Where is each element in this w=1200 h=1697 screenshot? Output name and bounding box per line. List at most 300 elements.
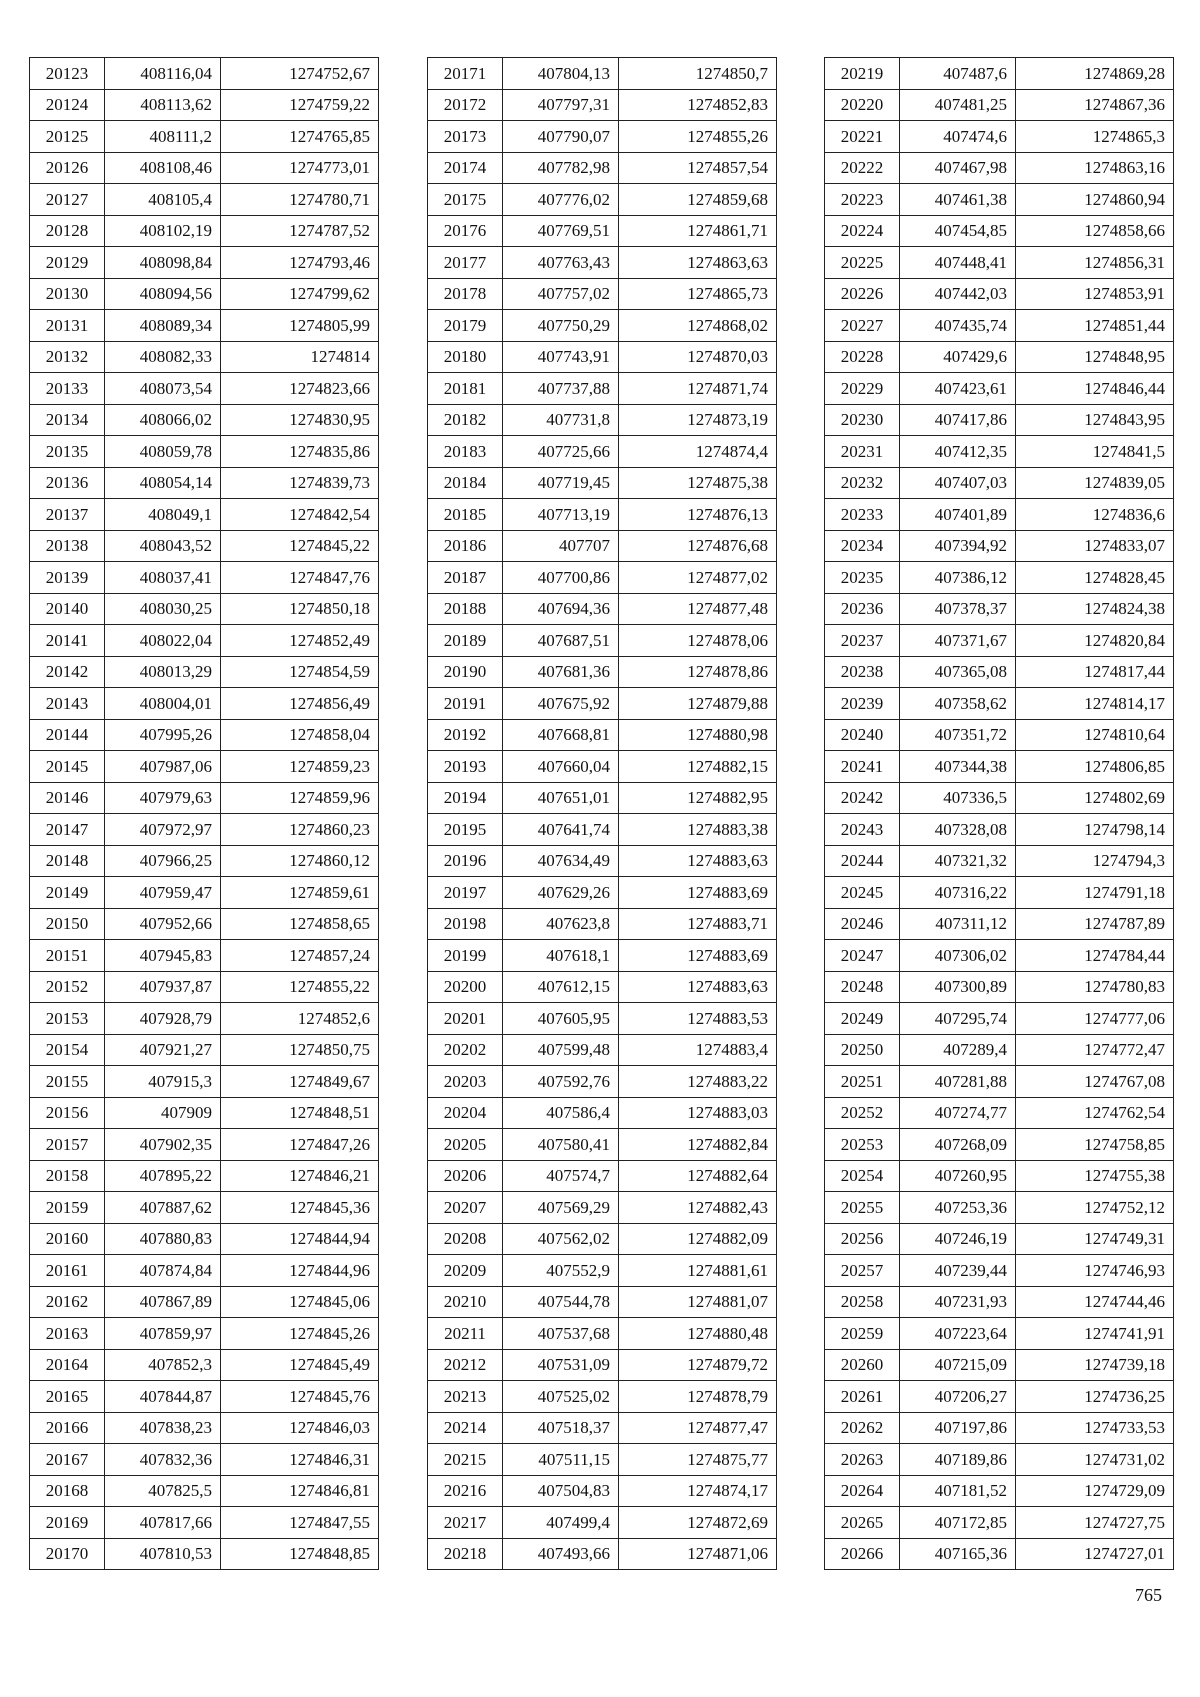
table-row xyxy=(825,719,1174,751)
y-coordinate-cell: 1274857,54 xyxy=(619,152,777,184)
y-coordinate-cell: 1274787,89 xyxy=(1016,908,1174,940)
table-row xyxy=(825,1160,1174,1192)
x-coordinate-cell: 407902,35 xyxy=(105,1129,221,1161)
table-row xyxy=(428,1444,777,1476)
table-row xyxy=(428,751,777,783)
table-row xyxy=(30,782,379,814)
table-row xyxy=(825,656,1174,688)
y-coordinate-cell: 1274880,98 xyxy=(619,719,777,751)
y-coordinate-cell: 1274878,86 xyxy=(619,656,777,688)
table-row xyxy=(428,373,777,405)
x-coordinate-cell: 408094,56 xyxy=(105,278,221,310)
point-id-cell: 20130 xyxy=(30,278,105,310)
point-id-cell: 20177 xyxy=(428,247,503,279)
y-coordinate-cell: 1274765,85 xyxy=(221,121,379,153)
y-coordinate-cell: 1274799,62 xyxy=(221,278,379,310)
x-coordinate-cell: 407531,09 xyxy=(503,1349,619,1381)
table-row xyxy=(428,814,777,846)
x-coordinate-cell: 407867,89 xyxy=(105,1286,221,1318)
table-row xyxy=(428,940,777,972)
y-coordinate-cell: 1274780,71 xyxy=(221,184,379,216)
x-coordinate-cell: 407197,86 xyxy=(900,1412,1016,1444)
table-row xyxy=(428,1318,777,1350)
y-coordinate-cell: 1274877,02 xyxy=(619,562,777,594)
x-coordinate-cell: 407790,07 xyxy=(503,121,619,153)
x-coordinate-cell: 407423,61 xyxy=(900,373,1016,405)
point-id-cell: 20148 xyxy=(30,845,105,877)
table-row xyxy=(825,404,1174,436)
table-row xyxy=(825,89,1174,121)
table-row xyxy=(428,1475,777,1507)
point-id-cell: 20236 xyxy=(825,593,900,625)
point-id-cell: 20222 xyxy=(825,152,900,184)
y-coordinate-cell: 1274871,74 xyxy=(619,373,777,405)
x-coordinate-cell: 407750,29 xyxy=(503,310,619,342)
table-row xyxy=(825,1349,1174,1381)
x-coordinate-cell: 407454,85 xyxy=(900,215,1016,247)
x-coordinate-cell: 407580,41 xyxy=(503,1129,619,1161)
y-coordinate-cell: 1274883,71 xyxy=(619,908,777,940)
x-coordinate-cell: 407321,32 xyxy=(900,845,1016,877)
y-coordinate-cell: 1274839,05 xyxy=(1016,467,1174,499)
coordinates-table-1 xyxy=(29,57,379,1570)
table-row xyxy=(30,1034,379,1066)
y-coordinate-cell: 1274845,76 xyxy=(221,1381,379,1413)
x-coordinate-cell: 407895,22 xyxy=(105,1160,221,1192)
y-coordinate-cell: 1274871,06 xyxy=(619,1538,777,1570)
point-id-cell: 20223 xyxy=(825,184,900,216)
point-id-cell: 20246 xyxy=(825,908,900,940)
point-id-cell: 20193 xyxy=(428,751,503,783)
y-coordinate-cell: 1274870,03 xyxy=(619,341,777,373)
table-row xyxy=(30,1003,379,1035)
y-coordinate-cell: 1274805,99 xyxy=(221,310,379,342)
x-coordinate-cell: 407668,81 xyxy=(503,719,619,751)
point-id-cell: 20245 xyxy=(825,877,900,909)
x-coordinate-cell: 407442,03 xyxy=(900,278,1016,310)
point-id-cell: 20256 xyxy=(825,1223,900,1255)
table-row xyxy=(428,845,777,877)
y-coordinate-cell: 1274852,83 xyxy=(619,89,777,121)
x-coordinate-cell: 407417,86 xyxy=(900,404,1016,436)
table-row xyxy=(428,499,777,531)
point-id-cell: 20221 xyxy=(825,121,900,153)
y-coordinate-cell: 1274824,38 xyxy=(1016,593,1174,625)
point-id-cell: 20261 xyxy=(825,1381,900,1413)
y-coordinate-cell: 1274882,43 xyxy=(619,1192,777,1224)
point-id-cell: 20206 xyxy=(428,1160,503,1192)
point-id-cell: 20255 xyxy=(825,1192,900,1224)
y-coordinate-cell: 1274882,84 xyxy=(619,1129,777,1161)
y-coordinate-cell: 1274873,19 xyxy=(619,404,777,436)
table-row xyxy=(428,530,777,562)
table-row xyxy=(30,940,379,972)
table-row xyxy=(825,121,1174,153)
x-coordinate-cell: 407707 xyxy=(503,530,619,562)
x-coordinate-cell: 407660,04 xyxy=(503,751,619,783)
point-id-cell: 20146 xyxy=(30,782,105,814)
y-coordinate-cell: 1274845,49 xyxy=(221,1349,379,1381)
x-coordinate-cell: 407253,36 xyxy=(900,1192,1016,1224)
table-row xyxy=(428,782,777,814)
point-id-cell: 20127 xyxy=(30,184,105,216)
coordinates-table-2 xyxy=(427,57,777,1570)
table-row xyxy=(30,1507,379,1539)
x-coordinate-cell: 407719,45 xyxy=(503,467,619,499)
table-row xyxy=(30,89,379,121)
x-coordinate-cell: 407435,74 xyxy=(900,310,1016,342)
y-coordinate-cell: 1274758,85 xyxy=(1016,1129,1174,1161)
point-id-cell: 20171 xyxy=(428,58,503,90)
x-coordinate-cell: 407281,88 xyxy=(900,1066,1016,1098)
point-id-cell: 20147 xyxy=(30,814,105,846)
y-coordinate-cell: 1274846,31 xyxy=(221,1444,379,1476)
x-coordinate-cell: 407874,84 xyxy=(105,1255,221,1287)
x-coordinate-cell: 407537,68 xyxy=(503,1318,619,1350)
point-id-cell: 20217 xyxy=(428,1507,503,1539)
x-coordinate-cell: 407651,01 xyxy=(503,782,619,814)
table-row xyxy=(428,436,777,468)
point-id-cell: 20205 xyxy=(428,1129,503,1161)
point-id-cell: 20141 xyxy=(30,625,105,657)
point-id-cell: 20139 xyxy=(30,562,105,594)
table-row xyxy=(30,215,379,247)
point-id-cell: 20153 xyxy=(30,1003,105,1035)
x-coordinate-cell: 407713,19 xyxy=(503,499,619,531)
y-coordinate-cell: 1274860,23 xyxy=(221,814,379,846)
y-coordinate-cell: 1274881,61 xyxy=(619,1255,777,1287)
y-coordinate-cell: 1274869,28 xyxy=(1016,58,1174,90)
table-row xyxy=(30,1412,379,1444)
table-row xyxy=(825,1444,1174,1476)
y-coordinate-cell: 1274859,96 xyxy=(221,782,379,814)
table-row xyxy=(428,877,777,909)
x-coordinate-cell: 408049,1 xyxy=(105,499,221,531)
table-row xyxy=(30,184,379,216)
table-row xyxy=(428,593,777,625)
y-coordinate-cell: 1274853,91 xyxy=(1016,278,1174,310)
y-coordinate-cell: 1274777,06 xyxy=(1016,1003,1174,1035)
point-id-cell: 20160 xyxy=(30,1223,105,1255)
y-coordinate-cell: 1274814 xyxy=(221,341,379,373)
y-coordinate-cell: 1274850,7 xyxy=(619,58,777,90)
point-id-cell: 20237 xyxy=(825,625,900,657)
table-row xyxy=(825,247,1174,279)
y-coordinate-cell: 1274767,08 xyxy=(1016,1066,1174,1098)
point-id-cell: 20185 xyxy=(428,499,503,531)
table-row xyxy=(30,1349,379,1381)
point-id-cell: 20240 xyxy=(825,719,900,751)
y-coordinate-cell: 1274876,68 xyxy=(619,530,777,562)
y-coordinate-cell: 1274860,12 xyxy=(221,845,379,877)
x-coordinate-cell: 407675,92 xyxy=(503,688,619,720)
y-coordinate-cell: 1274759,22 xyxy=(221,89,379,121)
x-coordinate-cell: 407429,6 xyxy=(900,341,1016,373)
point-id-cell: 20173 xyxy=(428,121,503,153)
x-coordinate-cell: 407928,79 xyxy=(105,1003,221,1035)
y-coordinate-cell: 1274820,84 xyxy=(1016,625,1174,657)
table-row xyxy=(30,341,379,373)
x-coordinate-cell: 407311,12 xyxy=(900,908,1016,940)
point-id-cell: 20166 xyxy=(30,1412,105,1444)
table-row xyxy=(30,1097,379,1129)
table-row xyxy=(825,971,1174,1003)
point-id-cell: 20247 xyxy=(825,940,900,972)
y-coordinate-cell: 1274846,81 xyxy=(221,1475,379,1507)
y-coordinate-cell: 1274880,48 xyxy=(619,1318,777,1350)
table-row xyxy=(428,152,777,184)
table-row xyxy=(825,1255,1174,1287)
table-row xyxy=(825,1318,1174,1350)
y-coordinate-cell: 1274865,3 xyxy=(1016,121,1174,153)
point-id-cell: 20172 xyxy=(428,89,503,121)
y-coordinate-cell: 1274755,38 xyxy=(1016,1160,1174,1192)
point-id-cell: 20259 xyxy=(825,1318,900,1350)
table-row xyxy=(428,562,777,594)
table-row xyxy=(825,1192,1174,1224)
y-coordinate-cell: 1274773,01 xyxy=(221,152,379,184)
y-coordinate-cell: 1274861,71 xyxy=(619,215,777,247)
point-id-cell: 20158 xyxy=(30,1160,105,1192)
y-coordinate-cell: 1274883,63 xyxy=(619,971,777,1003)
table-row xyxy=(428,1066,777,1098)
y-coordinate-cell: 1274851,44 xyxy=(1016,310,1174,342)
point-id-cell: 20125 xyxy=(30,121,105,153)
table-row xyxy=(825,845,1174,877)
x-coordinate-cell: 408116,04 xyxy=(105,58,221,90)
table-row xyxy=(30,908,379,940)
point-id-cell: 20128 xyxy=(30,215,105,247)
x-coordinate-cell: 407887,62 xyxy=(105,1192,221,1224)
x-coordinate-cell: 407344,38 xyxy=(900,751,1016,783)
point-id-cell: 20203 xyxy=(428,1066,503,1098)
y-coordinate-cell: 1274847,26 xyxy=(221,1129,379,1161)
table-row xyxy=(428,1160,777,1192)
point-id-cell: 20124 xyxy=(30,89,105,121)
y-coordinate-cell: 1274794,3 xyxy=(1016,845,1174,877)
table-row xyxy=(30,58,379,90)
table-row xyxy=(825,625,1174,657)
y-coordinate-cell: 1274872,69 xyxy=(619,1507,777,1539)
point-id-cell: 20216 xyxy=(428,1475,503,1507)
point-id-cell: 20215 xyxy=(428,1444,503,1476)
point-id-cell: 20164 xyxy=(30,1349,105,1381)
x-coordinate-cell: 407972,97 xyxy=(105,814,221,846)
table-row xyxy=(825,1538,1174,1570)
x-coordinate-cell: 407172,85 xyxy=(900,1507,1016,1539)
y-coordinate-cell: 1274798,14 xyxy=(1016,814,1174,846)
x-coordinate-cell: 407757,02 xyxy=(503,278,619,310)
x-coordinate-cell: 407945,83 xyxy=(105,940,221,972)
x-coordinate-cell: 407246,19 xyxy=(900,1223,1016,1255)
table-row xyxy=(825,499,1174,531)
x-coordinate-cell: 407612,15 xyxy=(503,971,619,1003)
y-coordinate-cell: 1274878,79 xyxy=(619,1381,777,1413)
point-id-cell: 20132 xyxy=(30,341,105,373)
y-coordinate-cell: 1274741,91 xyxy=(1016,1318,1174,1350)
table-row xyxy=(30,845,379,877)
table-row xyxy=(30,751,379,783)
point-id-cell: 20232 xyxy=(825,467,900,499)
table-row xyxy=(30,310,379,342)
table-row xyxy=(428,1538,777,1570)
y-coordinate-cell: 1274883,69 xyxy=(619,940,777,972)
y-coordinate-cell: 1274842,54 xyxy=(221,499,379,531)
table-row xyxy=(825,1003,1174,1035)
x-coordinate-cell: 408108,46 xyxy=(105,152,221,184)
point-id-cell: 20230 xyxy=(825,404,900,436)
x-coordinate-cell: 407915,3 xyxy=(105,1066,221,1098)
x-coordinate-cell: 407586,4 xyxy=(503,1097,619,1129)
x-coordinate-cell: 407859,97 xyxy=(105,1318,221,1350)
y-coordinate-cell: 1274882,09 xyxy=(619,1223,777,1255)
point-id-cell: 20219 xyxy=(825,58,900,90)
point-id-cell: 20228 xyxy=(825,341,900,373)
y-coordinate-cell: 1274850,75 xyxy=(221,1034,379,1066)
point-id-cell: 20136 xyxy=(30,467,105,499)
point-id-cell: 20248 xyxy=(825,971,900,1003)
point-id-cell: 20143 xyxy=(30,688,105,720)
y-coordinate-cell: 1274847,55 xyxy=(221,1507,379,1539)
y-coordinate-cell: 1274772,47 xyxy=(1016,1034,1174,1066)
y-coordinate-cell: 1274839,73 xyxy=(221,467,379,499)
point-id-cell: 20178 xyxy=(428,278,503,310)
table-row xyxy=(30,719,379,751)
x-coordinate-cell: 407641,74 xyxy=(503,814,619,846)
point-id-cell: 20208 xyxy=(428,1223,503,1255)
y-coordinate-cell: 1274882,95 xyxy=(619,782,777,814)
y-coordinate-cell: 1274845,26 xyxy=(221,1318,379,1350)
table-row xyxy=(825,1381,1174,1413)
y-coordinate-cell: 1274727,01 xyxy=(1016,1538,1174,1570)
table-row xyxy=(30,499,379,531)
x-coordinate-cell: 408022,04 xyxy=(105,625,221,657)
x-coordinate-cell: 407952,66 xyxy=(105,908,221,940)
point-id-cell: 20239 xyxy=(825,688,900,720)
point-id-cell: 20253 xyxy=(825,1129,900,1161)
point-id-cell: 20155 xyxy=(30,1066,105,1098)
x-coordinate-cell: 408013,29 xyxy=(105,656,221,688)
x-coordinate-cell: 407687,51 xyxy=(503,625,619,657)
table-row xyxy=(825,373,1174,405)
table-row xyxy=(825,1129,1174,1161)
y-coordinate-cell: 1274836,6 xyxy=(1016,499,1174,531)
y-coordinate-cell: 1274860,94 xyxy=(1016,184,1174,216)
point-id-cell: 20163 xyxy=(30,1318,105,1350)
table-row xyxy=(825,751,1174,783)
x-coordinate-cell: 408111,2 xyxy=(105,121,221,153)
table-row xyxy=(825,814,1174,846)
table-row xyxy=(825,215,1174,247)
y-coordinate-cell: 1274855,22 xyxy=(221,971,379,1003)
y-coordinate-cell: 1274876,13 xyxy=(619,499,777,531)
point-id-cell: 20251 xyxy=(825,1066,900,1098)
x-coordinate-cell: 407731,8 xyxy=(503,404,619,436)
x-coordinate-cell: 407300,89 xyxy=(900,971,1016,1003)
x-coordinate-cell: 407838,23 xyxy=(105,1412,221,1444)
point-id-cell: 20199 xyxy=(428,940,503,972)
point-id-cell: 20162 xyxy=(30,1286,105,1318)
x-coordinate-cell: 407634,49 xyxy=(503,845,619,877)
y-coordinate-cell: 1274752,12 xyxy=(1016,1192,1174,1224)
y-coordinate-cell: 1274847,76 xyxy=(221,562,379,594)
table-row xyxy=(825,341,1174,373)
x-coordinate-cell: 408073,54 xyxy=(105,373,221,405)
point-id-cell: 20210 xyxy=(428,1286,503,1318)
point-id-cell: 20159 xyxy=(30,1192,105,1224)
y-coordinate-cell: 1274883,53 xyxy=(619,1003,777,1035)
point-id-cell: 20198 xyxy=(428,908,503,940)
table-row xyxy=(30,278,379,310)
table-row xyxy=(825,1034,1174,1066)
point-id-cell: 20167 xyxy=(30,1444,105,1476)
x-coordinate-cell: 407295,74 xyxy=(900,1003,1016,1035)
table-row xyxy=(30,814,379,846)
point-id-cell: 20209 xyxy=(428,1255,503,1287)
point-id-cell: 20183 xyxy=(428,436,503,468)
y-coordinate-cell: 1274879,88 xyxy=(619,688,777,720)
point-id-cell: 20233 xyxy=(825,499,900,531)
x-coordinate-cell: 407618,1 xyxy=(503,940,619,972)
y-coordinate-cell: 1274802,69 xyxy=(1016,782,1174,814)
point-id-cell: 20181 xyxy=(428,373,503,405)
point-id-cell: 20134 xyxy=(30,404,105,436)
point-id-cell: 20238 xyxy=(825,656,900,688)
table-row xyxy=(428,625,777,657)
x-coordinate-cell: 407461,38 xyxy=(900,184,1016,216)
point-id-cell: 20186 xyxy=(428,530,503,562)
x-coordinate-cell: 408059,78 xyxy=(105,436,221,468)
x-coordinate-cell: 407592,76 xyxy=(503,1066,619,1098)
point-id-cell: 20214 xyxy=(428,1412,503,1444)
table-row xyxy=(428,1223,777,1255)
x-coordinate-cell: 407623,8 xyxy=(503,908,619,940)
y-coordinate-cell: 1274791,18 xyxy=(1016,877,1174,909)
table-row xyxy=(428,310,777,342)
point-id-cell: 20126 xyxy=(30,152,105,184)
y-coordinate-cell: 1274848,51 xyxy=(221,1097,379,1129)
x-coordinate-cell: 407782,98 xyxy=(503,152,619,184)
table-row xyxy=(30,1066,379,1098)
y-coordinate-cell: 1274859,68 xyxy=(619,184,777,216)
point-id-cell: 20180 xyxy=(428,341,503,373)
point-id-cell: 20224 xyxy=(825,215,900,247)
y-coordinate-cell: 1274846,21 xyxy=(221,1160,379,1192)
y-coordinate-cell: 1274878,06 xyxy=(619,625,777,657)
x-coordinate-cell: 407189,86 xyxy=(900,1444,1016,1476)
y-coordinate-cell: 1274854,59 xyxy=(221,656,379,688)
x-coordinate-cell: 407448,41 xyxy=(900,247,1016,279)
x-coordinate-cell: 407844,87 xyxy=(105,1381,221,1413)
table-row xyxy=(428,719,777,751)
point-id-cell: 20227 xyxy=(825,310,900,342)
x-coordinate-cell: 407358,62 xyxy=(900,688,1016,720)
y-coordinate-cell: 1274823,66 xyxy=(221,373,379,405)
table-row xyxy=(825,562,1174,594)
y-coordinate-cell: 1274828,45 xyxy=(1016,562,1174,594)
point-id-cell: 20190 xyxy=(428,656,503,688)
point-id-cell: 20179 xyxy=(428,310,503,342)
y-coordinate-cell: 1274859,61 xyxy=(221,877,379,909)
table-row xyxy=(825,1412,1174,1444)
point-id-cell: 20191 xyxy=(428,688,503,720)
table-row xyxy=(825,593,1174,625)
table-row xyxy=(428,1097,777,1129)
y-coordinate-cell: 1274793,46 xyxy=(221,247,379,279)
table-row xyxy=(30,593,379,625)
table-row xyxy=(825,1475,1174,1507)
x-coordinate-cell: 407378,37 xyxy=(900,593,1016,625)
